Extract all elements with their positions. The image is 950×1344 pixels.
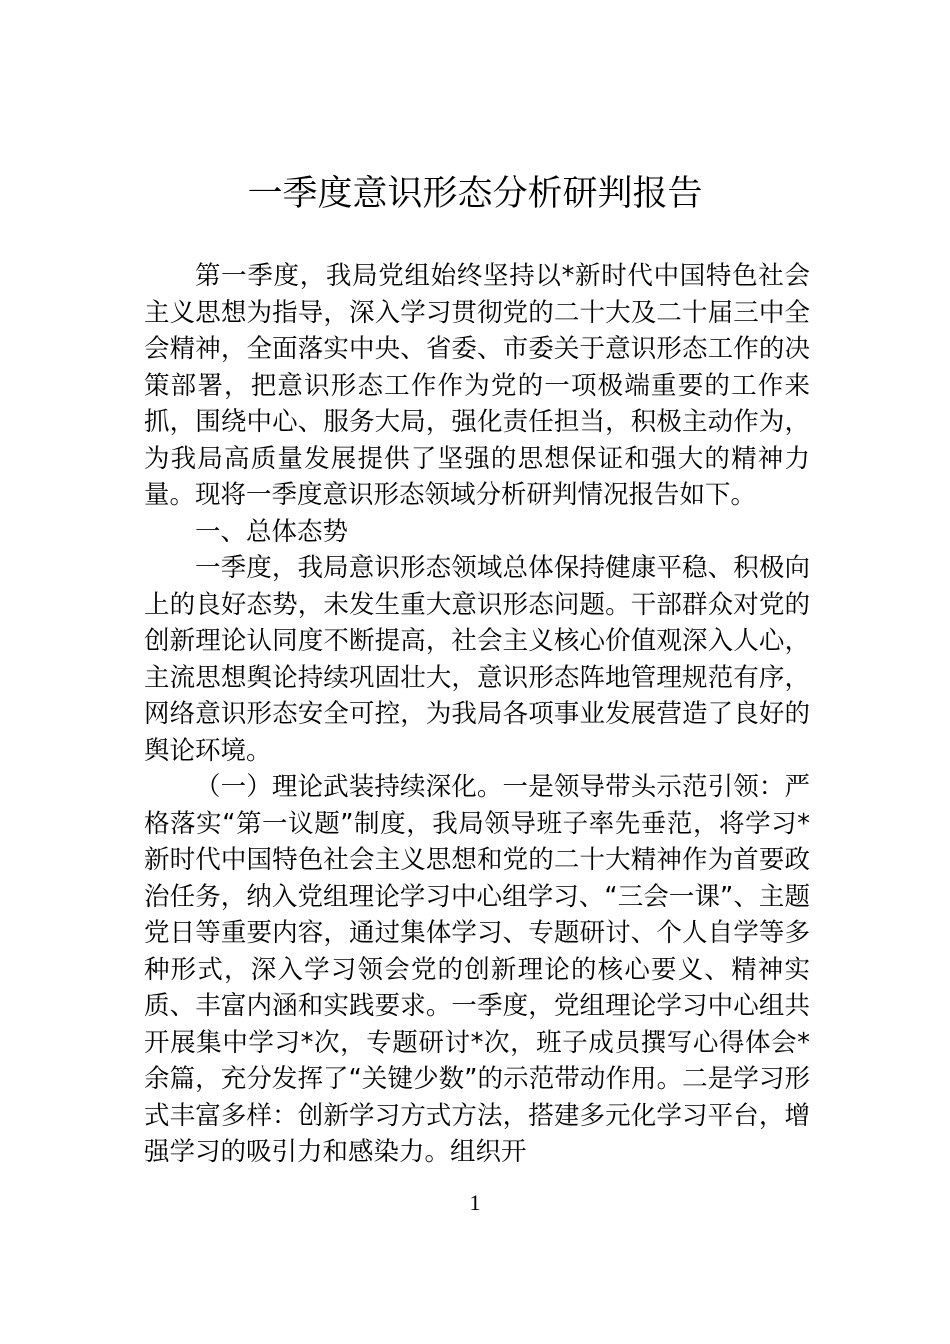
- document-title: 一季度意识形态分析研判报告: [247, 174, 703, 214]
- document-body: [144, 258, 810, 1171]
- overall-situation-paragraph: 一季度，我局意识形态领域总体保持健康平稳、积极向上的良好态势，未发生重大意识形态问题。干部群众对党的创新理论认同度不断提高，社会主义核心价值观深入人心，主流思想舆论持续巩固壮大，意识形态阵地管理规范有序，网络意识形态安全可控，为我局各项事业发展营造了良好的舆论环境。: [144, 553, 810, 766]
- page-number: 1: [469, 1190, 481, 1215]
- section-heading-overall-situation: 一、总体态势: [195, 516, 349, 547]
- theory-armament-paragraph: （一）理论武装持续深化。一是领导带头示范引领：严格落实“第一议题”制度，我局领导班子率先垂范，将学习*新时代中国特色社会主义思想和党的二十大精神作为首要政治任务，纳入党组理论学习中心组学习、“三会一课”、主题党日等重要内容，通过集体学习、专题研讨、个人自学等多种形式，深入学习领会党的创新理论的核心要义、精神实质、丰富内涵和实践要求。一季度，党组理论学习中心组共开展集中学习*次，专题研讨*次，班子成员撰写心得体会*余篇，充分发挥了“关键少数”的示范带动作用。二是学习形式丰富多样：创新学习方式方法，搭建多元化学习平台，增强学习的吸引力和感染力。组织开: [144, 772, 810, 1167]
- intro-paragraph: 第一季度，我局党组始终坚持以*新时代中国特色社会主义思想为指导，深入学习贯彻党的二十大及二十届三中全会精神，全面落实中央、省委、市委关于意识形态工作的决策部署，把意识形态工作作为党的一项极端重要的工作来抓，围绕中心、服务大局，强化责任担当，积极主动作为，为我局高质量发展提供了坚强的思想保证和强大的精神力量。现将一季度意识形态领域分析研判情况报告如下。: [144, 261, 810, 510]
